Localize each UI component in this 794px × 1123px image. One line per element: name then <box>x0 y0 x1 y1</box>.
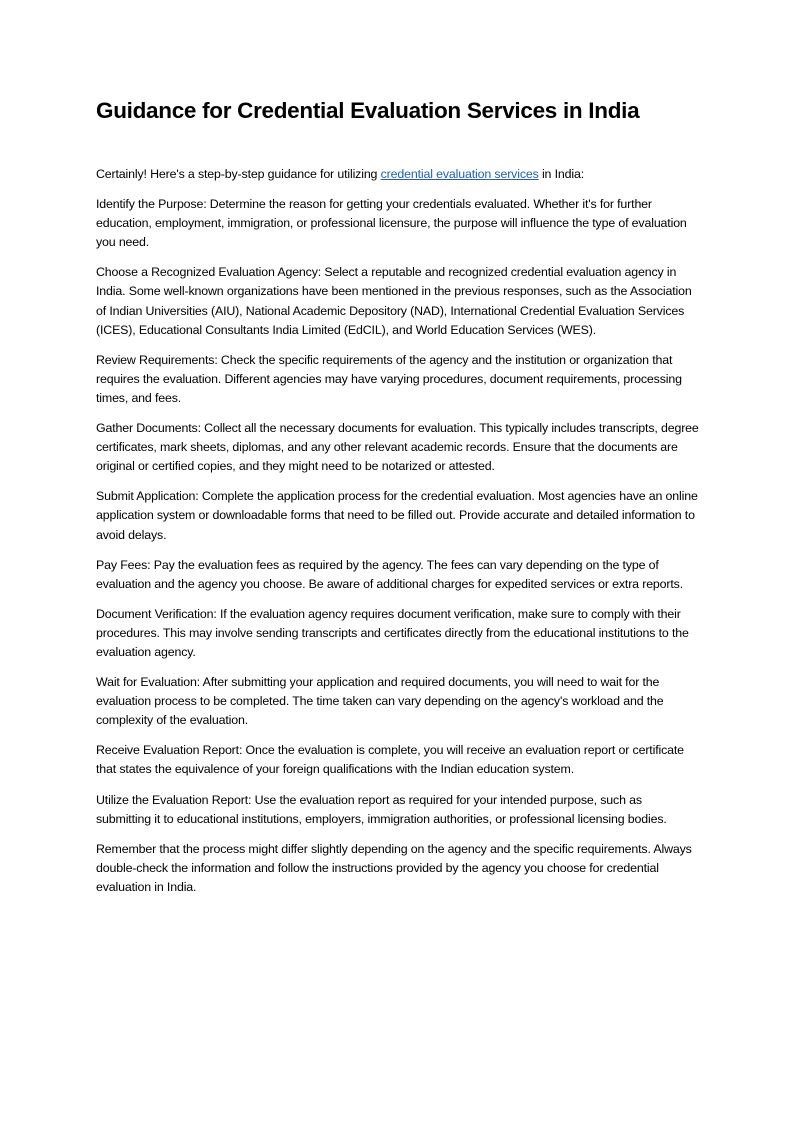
intro-text-after: in India: <box>538 167 584 181</box>
document-page <box>96 94 700 908</box>
paragraph-wait-for-evaluation: Wait for Evaluation: After submitting your application and required documents, you will need to wait for the evaluation process to be completed. The time taken can vary depending on the agency's workload and the complexity of the evaluation. <box>96 675 664 728</box>
intro-text-before: Certainly! Here's a step-by-step guidance for utilizing <box>96 167 381 181</box>
paragraph-closing-remark: Remember that the process might differ slightly depending on the agency and the specific requirements. Always double-check the information and follow the instructions provided by the agency you choose for credential evaluation in India. <box>96 841 692 894</box>
paragraph-pay-fees: Pay Fees: Pay the evaluation fees as required by the agency. The fees can vary depending on the type of evaluation and the agency you choose. Be aware of additional charges for expedited services or extra reports. <box>96 557 684 591</box>
paragraph-document-verification: Document Verification: If the evaluation agency requires document verification, make sure to comply with their procedures. This may involve sending transcripts and certificates directly from the educational institutions to the evaluation agency. <box>96 606 689 659</box>
paragraph-gather-documents: Gather Documents: Collect all the necessary documents for evaluation. This typically includes transcripts, degree certificates, mark sheets, diplomas, and any other relevant academic records. Ensure that the documents are original or certified copies, and they might need to be notarized or attested. <box>96 421 699 474</box>
paragraph-identify-purpose: Identify the Purpose: Determine the reason for getting your credentials evaluated. Whether it's for further education, employment, immigration, or professional licensure, the purpose will influence the type of evaluation you need. <box>96 197 687 250</box>
paragraph-submit-application: Submit Application: Complete the application process for the credential evaluation. Most agencies have an online application system or downloadable forms that need to be filled out. Provide accurate and detailed information to avoid delays. <box>96 489 698 542</box>
paragraph-choose-agency: Choose a Recognized Evaluation Agency: Select a reputable and recognized credential evaluation agency in India. Some well-known organizations have been mentioned in the previous responses, such as the Association of Indian Universities (AIU), National Academic Depository (NAD), International Credential Evaluation Services (ICES), Educational Consultants India Limited (EdCIL), and World Education Services (WES). <box>96 265 692 337</box>
paragraph-receive-report: Receive Evaluation Report: Once the evaluation is complete, you will receive an evaluation report or certificate that states the equivalence of your foreign qualifications with the Indian education system. <box>96 743 684 777</box>
paragraph-utilize-report: Utilize the Evaluation Report: Use the evaluation report as required for your intended purpose, such as submitting it to educational institutions, employers, immigration authorities, or professional licensing bodies. <box>96 792 667 826</box>
page-title: Guidance for Credential Evaluation Services in India <box>96 98 640 123</box>
credential-evaluation-services-link[interactable]: credential evaluation services <box>380 167 539 181</box>
paragraph-review-requirements: Review Requirements: Check the specific requirements of the agency and the institution or organization that requires the evaluation. Different agencies may have varying procedures, document requirements, processing times, and fees. <box>96 352 682 405</box>
intro-paragraph <box>96 165 700 184</box>
